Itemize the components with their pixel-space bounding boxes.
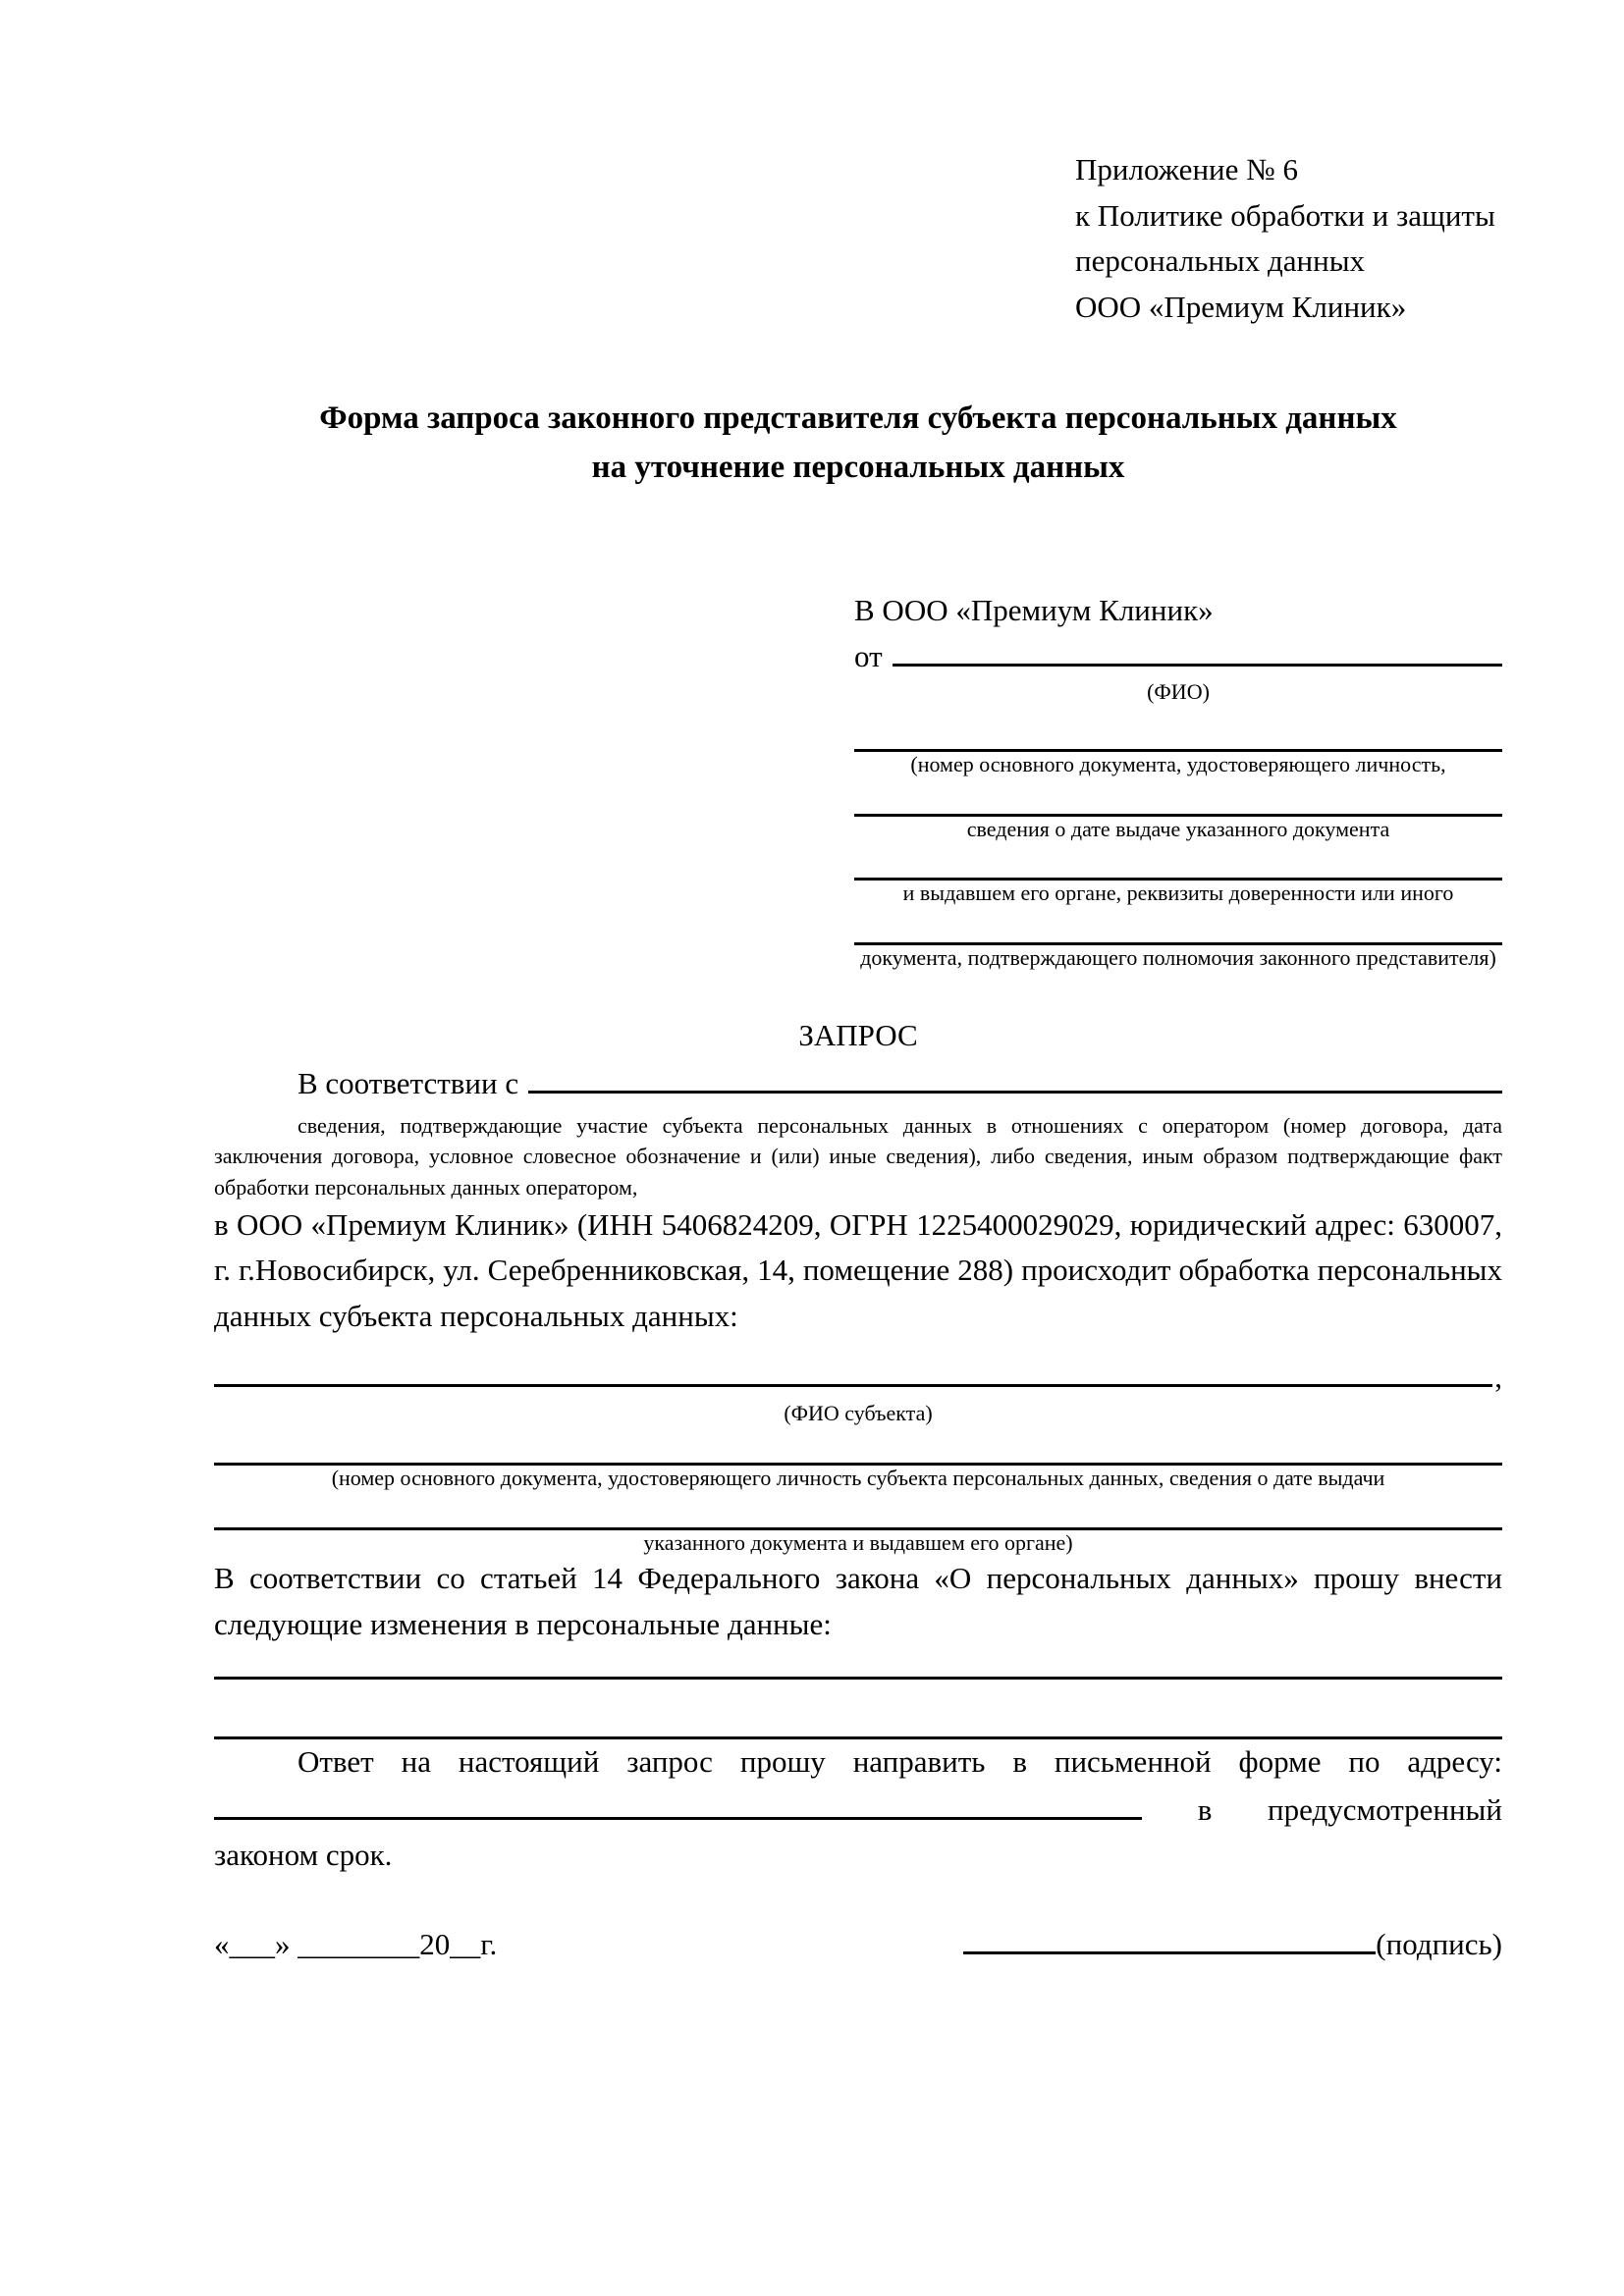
from-label: от	[854, 638, 883, 673]
blank-caption: (номер основного документа, удостоверяющего личность,	[910, 751, 1446, 776]
addressee-block	[854, 588, 1502, 972]
appendix-block	[1075, 147, 1502, 330]
subject-doc-caption: (номер основного документа, удостоверяющего личность субъекта персональных данных, сведения о дате выдачи	[331, 1465, 1385, 1490]
blank-caption: сведения о дате выдаче указанного документа	[966, 816, 1390, 841]
address-blank-line	[214, 1817, 1142, 1820]
from-blank-line	[893, 664, 1502, 667]
answer-word: в	[1197, 1791, 1213, 1827]
answer-paragraph-line1: Ответ на настоящий запрос прошу направить в письменной форме по адресу:	[298, 1744, 1502, 1780]
signature-caption: (подпись)	[1376, 1926, 1502, 1961]
appendix-line: персональных данных	[1075, 243, 1366, 278]
operator-paragraph: в ООО «Премиум Клиник» (ИНН 5406824209, ОГРН 1225400029029, юридический адрес: 630007, г. г.Новосибирск, ул. Серебренниковская, 14, помещение 288) происходит обработка персональных данных субъекта персональных данных:	[214, 1206, 1502, 1333]
blank-line	[214, 1677, 1502, 1680]
answer-address-row	[214, 1788, 1502, 1834]
subject-fio-blank-line	[214, 1384, 1492, 1387]
subject-fio-caption: (ФИО субъекта)	[784, 1400, 933, 1425]
subject-fio-row	[214, 1355, 1502, 1401]
form-title-line: Форма запроса законного представителя субъекта персональных данных	[319, 400, 1397, 436]
fio-caption: (ФИО)	[1147, 679, 1210, 704]
addressee-org: В ООО «Премиум Клиник»	[854, 593, 1214, 627]
accordance-label: В соответствии с	[298, 1065, 519, 1100]
date-line: «___» ________20__г.	[214, 1926, 498, 1961]
blank-caption: и выдавшем его органе, реквизиты доверенности или иного	[902, 881, 1454, 906]
accordance-row	[214, 1061, 1502, 1107]
article-paragraph: В соответствии со статьей 14 Федерального закона «О персональных данных» прошу внести следующие изменения в персональные данные:	[214, 1561, 1502, 1641]
accordance-blank-line	[528, 1091, 1502, 1094]
form-title-line: на уточнение персональных данных	[591, 449, 1125, 485]
from-row	[854, 634, 1502, 680]
footer-row	[214, 1922, 1502, 1968]
signature-blank-line	[963, 1951, 1376, 1954]
appendix-line: Приложение № 6	[1075, 152, 1298, 187]
form-title	[214, 395, 1502, 492]
signature-block	[963, 1922, 1502, 1968]
subject-doc-caption: указанного документа и выдавшем его органе)	[643, 1529, 1073, 1555]
answer-paragraph-line3: законом срок.	[214, 1838, 393, 1873]
trailing-comma: ,	[1494, 1360, 1502, 1395]
answer-word: предусмотренный	[1268, 1791, 1502, 1827]
blank-caption: документа, подтверждающего полномочия законного представителя)	[860, 945, 1496, 971]
appendix-line: ООО «Премиум Клиник»	[1075, 289, 1407, 324]
appendix-line: к Политике обработки и защиты	[1075, 197, 1495, 233]
basis-caption: сведения, подтверждающие участие субъекта персональных данных в отношениях с оператором (номер договора, дата заключения договора, условное словесное обозначение и (или) иные сведения), либо сведения, иным образом подтверждающие факт обработки персональных данных оператором,	[214, 1113, 1502, 1200]
request-heading: ЗАПРОС	[798, 1018, 918, 1053]
